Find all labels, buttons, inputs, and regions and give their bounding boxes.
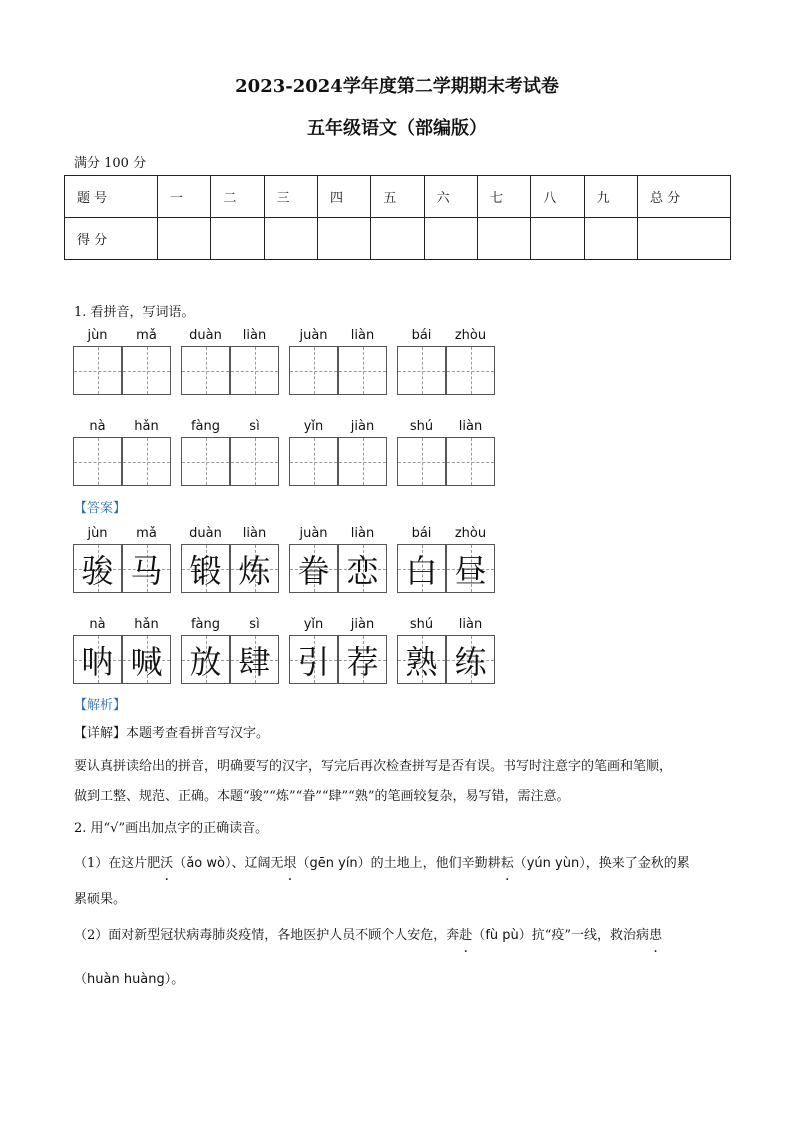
score-blank-cell[interactable] [638, 218, 731, 260]
answer-grid-box [446, 544, 495, 593]
answer-character: 眷 [297, 551, 330, 590]
pinyin-label: zhòu [454, 328, 487, 343]
pinyin-label: mǎ [136, 328, 157, 343]
q2-item1-text: ）、辽阔无 [224, 856, 284, 871]
score-table [64, 175, 731, 260]
score-blank-cell[interactable] [371, 218, 424, 260]
q2-item2-text: （2）面对新型冠状病毒肺炎疫情，各地医护人员不顾个人安危，奔 [74, 928, 460, 943]
writing-grid-box[interactable] [446, 437, 495, 486]
pinyin-label: liàn [458, 419, 483, 434]
pinyin-choice[interactable]: fù pù [485, 928, 519, 943]
answer-character: 荐 [346, 642, 379, 681]
pinyin-label: bái [411, 328, 432, 343]
answer-grid-box [230, 544, 279, 593]
pinyin-label: bái [411, 526, 432, 541]
pinyin-choice[interactable]: ǎo wò [186, 856, 225, 871]
pinyin-label: fàng [190, 419, 221, 434]
pinyin-label: liàn [242, 328, 267, 343]
pinyin-label: yǐn [303, 617, 324, 632]
answer-grid-box [73, 544, 122, 593]
score-blank-cell[interactable] [477, 218, 530, 260]
question-2-prompt: 2. 用“√”画出加点字的正确读音。 [74, 821, 269, 836]
q2-item-1-line-2: 累硕果。 [74, 892, 127, 907]
pinyin-label: nà [89, 617, 106, 632]
answer-grid-box [122, 544, 171, 593]
answer-grid-box [397, 544, 446, 593]
score-blank-cell[interactable] [264, 218, 317, 260]
answer-grid-box [181, 544, 230, 593]
writing-grid-box[interactable] [181, 346, 230, 395]
pinyin-label: liàn [458, 617, 483, 632]
dotted-char: 耘 [500, 856, 514, 871]
score-table-header-row [65, 176, 731, 218]
answer-label: 【答案】 [74, 501, 127, 516]
score-cell: 一 [158, 176, 211, 218]
score-cell: 九 [584, 176, 637, 218]
answer-grid-box [289, 635, 338, 684]
writing-grid-box[interactable] [289, 437, 338, 486]
exam-title: 2023-2024学年度第二学期期末考试卷 [235, 76, 559, 97]
pinyin-choice[interactable]: gēn yín [309, 856, 358, 871]
full-marks: 满分 100 分 [74, 156, 147, 171]
score-blank-cell[interactable] [317, 218, 370, 260]
pinyin-label: hǎn [134, 617, 159, 632]
answer-character: 肆 [238, 642, 271, 681]
q2-item2-text: ）。 [164, 972, 185, 987]
writing-grid-box[interactable] [181, 437, 230, 486]
dotted-char: 沃 [160, 856, 174, 871]
writing-grid-box[interactable] [230, 346, 279, 395]
pinyin-choice[interactable]: yún yùn [526, 856, 580, 871]
answer-character: 熟 [405, 642, 438, 681]
pinyin-choice[interactable]: huàn huàng [87, 972, 165, 987]
q2-item2-text: ）抗“疫”一线，救治病 [518, 928, 650, 943]
pinyin-label: liàn [242, 526, 267, 541]
answer-character: 练 [454, 642, 487, 681]
q2-item1-text: （ [513, 856, 527, 871]
answer-character: 炼 [238, 551, 271, 590]
score-cell: 三 [264, 176, 317, 218]
q2-item1-text: ），换来了金秋的累 [579, 856, 690, 871]
pinyin-label: sì [249, 419, 260, 434]
answer-character: 白 [405, 551, 438, 590]
answer-grid-box [338, 544, 387, 593]
pinyin-label: sì [249, 617, 260, 632]
analysis-label: 【解析】 [74, 698, 127, 713]
answer-grid-box [73, 635, 122, 684]
score-cell: 七 [477, 176, 530, 218]
q2-item-1 [74, 854, 690, 874]
score-blank-cell[interactable] [158, 218, 211, 260]
pinyin-label: liàn [350, 328, 375, 343]
q2-item1-text: （ [296, 856, 310, 871]
pinyin-label: mǎ [136, 526, 157, 541]
answer-grid-box [289, 544, 338, 593]
score-cell: 四 [317, 176, 370, 218]
writing-grid-box[interactable] [122, 346, 171, 395]
answer-grid-box [446, 635, 495, 684]
score-cell: 六 [424, 176, 477, 218]
q2-item1-text: （1）在这片肥 [74, 856, 161, 871]
q2-item-2 [74, 926, 662, 946]
pinyin-label: shú [409, 617, 434, 632]
pinyin-label: shú [409, 419, 434, 434]
score-row-label: 得 分 [65, 218, 158, 260]
answer-character: 恋 [346, 551, 379, 590]
answer-grid-box [338, 635, 387, 684]
score-blank-cell[interactable] [211, 218, 264, 260]
answer-grid-box [397, 635, 446, 684]
score-cell: 八 [531, 176, 584, 218]
q2-item2-text: （ [472, 928, 486, 943]
pinyin-label: duàn [189, 526, 222, 541]
dotted-char: 患 [649, 928, 663, 943]
score-table-score-row [65, 218, 731, 260]
pinyin-label: zhòu [454, 526, 487, 541]
score-cell: 题 号 [65, 176, 158, 218]
q2-item1-text: （ [173, 856, 187, 871]
writing-grid-box[interactable] [73, 346, 122, 395]
answer-character: 喊 [130, 642, 163, 681]
writing-grid-box[interactable] [338, 346, 387, 395]
pinyin-label: juàn [299, 328, 328, 343]
dotted-char: 赴 [459, 928, 473, 943]
writing-grid-box[interactable] [338, 437, 387, 486]
answer-character: 昼 [454, 551, 487, 590]
score-blank-cell[interactable] [531, 218, 584, 260]
pinyin-label: jùn [87, 526, 108, 541]
score-blank-cell[interactable] [584, 218, 637, 260]
pinyin-label: fàng [190, 617, 221, 632]
dotted-char: 垠 [283, 856, 297, 871]
answer-character: 放 [189, 642, 222, 681]
pinyin-label: jiàn [350, 617, 375, 632]
pinyin-label: jùn [87, 328, 108, 343]
writing-grid-box[interactable] [122, 437, 171, 486]
answer-character: 呐 [81, 642, 114, 681]
score-cell: 五 [371, 176, 424, 218]
answer-character: 骏 [81, 551, 114, 590]
writing-grid-box[interactable] [289, 346, 338, 395]
answer-character: 锻 [189, 551, 222, 590]
q2-item-2-line-2 [74, 970, 184, 990]
writing-grid-box[interactable] [73, 437, 122, 486]
explain-line-1: 要认真拼读给出的拼音，明确要写的汉字，写完后再次检查拼写是否有误。书写时注意字的笔画和笔顺， [74, 759, 673, 774]
detail-text: 【详解】本题考查看拼音写汉字。 [74, 726, 270, 741]
pinyin-label: juàn [299, 526, 328, 541]
pinyin-label: jiàn [350, 419, 375, 434]
answer-character: 引 [297, 642, 330, 681]
score-cell: 二 [211, 176, 264, 218]
score-cell: 总 分 [638, 176, 731, 218]
pinyin-label: duàn [189, 328, 222, 343]
answer-grid-box [181, 635, 230, 684]
answer-grid-box [122, 635, 171, 684]
pinyin-label: hǎn [134, 419, 159, 434]
score-blank-cell[interactable] [424, 218, 477, 260]
q2-item2-text: （ [74, 972, 88, 987]
answer-grid-box [230, 635, 279, 684]
q2-item1-text: ）的土地上，他们辛勤耕 [357, 856, 501, 871]
question-1-prompt: 1. 看拼音，写词语。 [74, 305, 195, 320]
pinyin-label: yǐn [303, 419, 324, 434]
writing-grid-box[interactable] [397, 346, 446, 395]
pinyin-label: nà [89, 419, 106, 434]
answer-character: 马 [130, 551, 163, 590]
writing-grid-box[interactable] [446, 346, 495, 395]
pinyin-label: liàn [350, 526, 375, 541]
exam-subtitle: 五年级语文（部编版） [307, 118, 487, 139]
writing-grid-box[interactable] [397, 437, 446, 486]
explain-line-2: 做到工整、规范、正确。本题“骏”“炼”“眷”“肆”“熟”的笔画较复杂，易写错，需注意。 [74, 789, 570, 804]
writing-grid-box[interactable] [230, 437, 279, 486]
